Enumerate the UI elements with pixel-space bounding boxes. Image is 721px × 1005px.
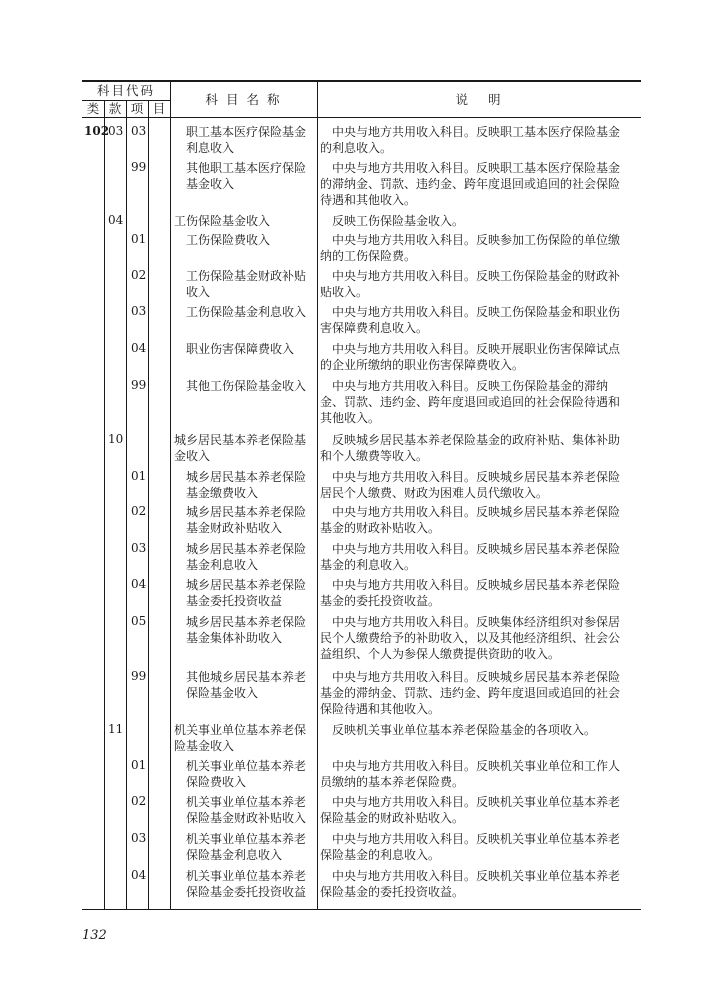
row-description: 中央与地方共用收入科目。反映职工基本医疗保险基金 的滞纳金、罚款、违约金、跨年度退回或追回的社会保险 待遇和其他收入。 xyxy=(320,161,621,207)
header-lei: 类 xyxy=(86,101,100,116)
row-xiang-code: 03 xyxy=(131,124,147,138)
row-description: 中央与地方共用收入科目。反映参加工伤保险的单位缴 纳的工伤保险费。 xyxy=(320,233,621,263)
row-item-name: 其他城乡居民基本养老 保险基金收入 xyxy=(186,670,307,700)
row-xiang-code: 04 xyxy=(131,868,147,882)
row-xiang-code: 05 xyxy=(131,614,147,628)
row-item-name: 城乡居民基本养老保险 基金利息收入 xyxy=(186,542,307,572)
row-xiang-code: 03 xyxy=(131,541,147,555)
row-description: 中央与地方共用收入科目。反映机关事业单位基本养老 保险基金的委托投资收益。 xyxy=(320,869,621,899)
row-description: 中央与地方共用收入科目。反映城乡居民基本养老保险 基金的利息收入。 xyxy=(320,542,621,572)
header-bottom-rule xyxy=(82,117,641,118)
row-item-name: 职工基本医疗保险基金 利息收入 xyxy=(186,125,307,155)
row-description: 中央与地方共用收入科目。反映机关事业单位基本养老 保险基金的利息收入。 xyxy=(320,832,621,862)
row-item-name: 城乡居民基本养老保险 基金财政补贴收入 xyxy=(186,505,307,535)
col-divider-lei xyxy=(104,100,105,909)
row-xiang-code: 02 xyxy=(131,268,147,282)
row-xiang-code: 99 xyxy=(131,669,147,683)
row-xiang-code: 02 xyxy=(131,794,147,808)
row-xiang-code: 04 xyxy=(131,341,147,355)
row-item-name: 工伤保险基金财政补贴 收入 xyxy=(186,269,307,299)
col-divider-mu xyxy=(170,80,171,909)
row-xiang-code: 99 xyxy=(131,378,147,392)
row-item-name: 工伤保险费收入 xyxy=(186,233,271,247)
row-description: 反映工伤保险基金收入。 xyxy=(320,214,465,228)
row-item-name: 城乡居民基本养老保险 基金集体补助收入 xyxy=(186,615,307,645)
row-description: 中央与地方共用收入科目。反映城乡居民基本养老保险 基金的财政补贴收入。 xyxy=(320,505,621,535)
row-description: 中央与地方共用收入科目。反映城乡居民基本养老保险 居民个人缴费、财政为困难人员代缴收入。 xyxy=(320,470,621,500)
row-item-name: 机关事业单位基本养老保 险基金收入 xyxy=(174,723,307,753)
header-mu: 目 xyxy=(152,101,166,116)
row-item-name: 城乡居民基本养老保险 基金缴费收入 xyxy=(186,470,307,500)
header-kuan: 款 xyxy=(108,101,122,116)
row-description: 中央与地方共用收入科目。反映机关事业单位基本养老 保险基金的财政补贴收入。 xyxy=(320,795,621,825)
col-divider-xiang xyxy=(148,100,149,909)
col-divider-name xyxy=(317,80,318,909)
row-description: 中央与地方共用收入科目。反映机关事业单位和工作人 员缴纳的基本养老保险费。 xyxy=(320,759,621,789)
row-item-name: 工伤保险基金利息收入 xyxy=(186,305,307,319)
row-xiang-code: 01 xyxy=(131,758,147,772)
row-description: 反映城乡居民基本养老保险基金的政府补贴、集体补助 和个人缴费等收入。 xyxy=(320,433,621,463)
row-xiang-code: 02 xyxy=(131,504,147,518)
header-desc: 说 明 xyxy=(455,92,503,107)
row-item-name: 机关事业单位基本养老 保险费收入 xyxy=(186,759,307,789)
row-item-name: 其他职工基本医疗保险 基金收入 xyxy=(186,161,307,191)
row-xiang-code: 04 xyxy=(131,577,147,591)
row-description: 中央与地方共用收入科目。反映工伤保险基金的滞纳 金、罚款、违约金、跨年度退回或追回的社会保险待遇和 其他收入。 xyxy=(320,379,621,425)
row-description: 中央与地方共用收入科目。反映集体经济组织对参保居 民个人缴费给予的补助收入，以及其他经济组织、社会公 益组织、个人为参保人缴费提供资助的收入。 xyxy=(320,615,621,661)
row-kuan-code: 11 xyxy=(108,722,124,736)
row-item-name: 职业伤害保障费收入 xyxy=(186,342,295,356)
row-item-name: 城乡居民基本养老保险基 金收入 xyxy=(174,433,307,463)
row-item-name: 城乡居民基本养老保险 基金委托投资收益 xyxy=(186,578,307,608)
row-item-name: 机关事业单位基本养老 保险基金委托投资收益 xyxy=(186,869,307,899)
row-xiang-code: 01 xyxy=(131,232,147,246)
row-description: 中央与地方共用收入科目。反映工伤保险基金的财政补 贴收入。 xyxy=(320,269,621,299)
row-item-name: 机关事业单位基本养老 保险基金利息收入 xyxy=(186,832,307,862)
table-top-rule xyxy=(82,80,641,82)
header-xiang: 项 xyxy=(130,101,144,116)
row-xiang-code: 03 xyxy=(131,831,147,845)
row-description: 反映机关事业单位基本养老保险基金的各项收入。 xyxy=(320,723,597,737)
row-description: 中央与地方共用收入科目。反映工伤保险基金和职业伤 害保障费利息收入。 xyxy=(320,305,621,335)
row-item-name: 机关事业单位基本养老 保险基金财政补贴收入 xyxy=(186,795,307,825)
row-description: 中央与地方共用收入科目。反映城乡居民基本养老保险 基金的委托投资收益。 xyxy=(320,578,621,608)
header-code-group: 科目代码 xyxy=(96,83,155,98)
row-xiang-code: 03 xyxy=(131,304,147,318)
page-number: 132 xyxy=(82,928,107,943)
row-item-name: 工伤保险基金收入 xyxy=(174,214,271,228)
header-name: 科 目 名 称 xyxy=(205,92,282,107)
row-description: 中央与地方共用收入科目。反映城乡居民基本养老保险 基金的滞纳金、罚款、违约金、跨年度退回或追回的社会 保险待遇和其他收入。 xyxy=(320,670,621,716)
row-lei-code: 102 xyxy=(84,124,110,138)
row-description: 中央与地方共用收入科目。反映开展职业伤害保障试点 的企业所缴纳的职业伤害保障费收入。 xyxy=(320,342,621,372)
row-kuan-code: 04 xyxy=(108,213,124,227)
table-bottom-rule xyxy=(82,909,641,910)
col-divider-kuan xyxy=(126,100,127,909)
row-xiang-code: 99 xyxy=(131,160,147,174)
row-description: 中央与地方共用收入科目。反映职工基本医疗保险基金 的利息收入。 xyxy=(320,125,621,155)
row-kuan-code: 10 xyxy=(108,432,124,446)
row-xiang-code: 01 xyxy=(131,469,147,483)
row-kuan-code: 03 xyxy=(108,124,124,138)
row-item-name: 其他工伤保险基金收入 xyxy=(186,379,307,393)
